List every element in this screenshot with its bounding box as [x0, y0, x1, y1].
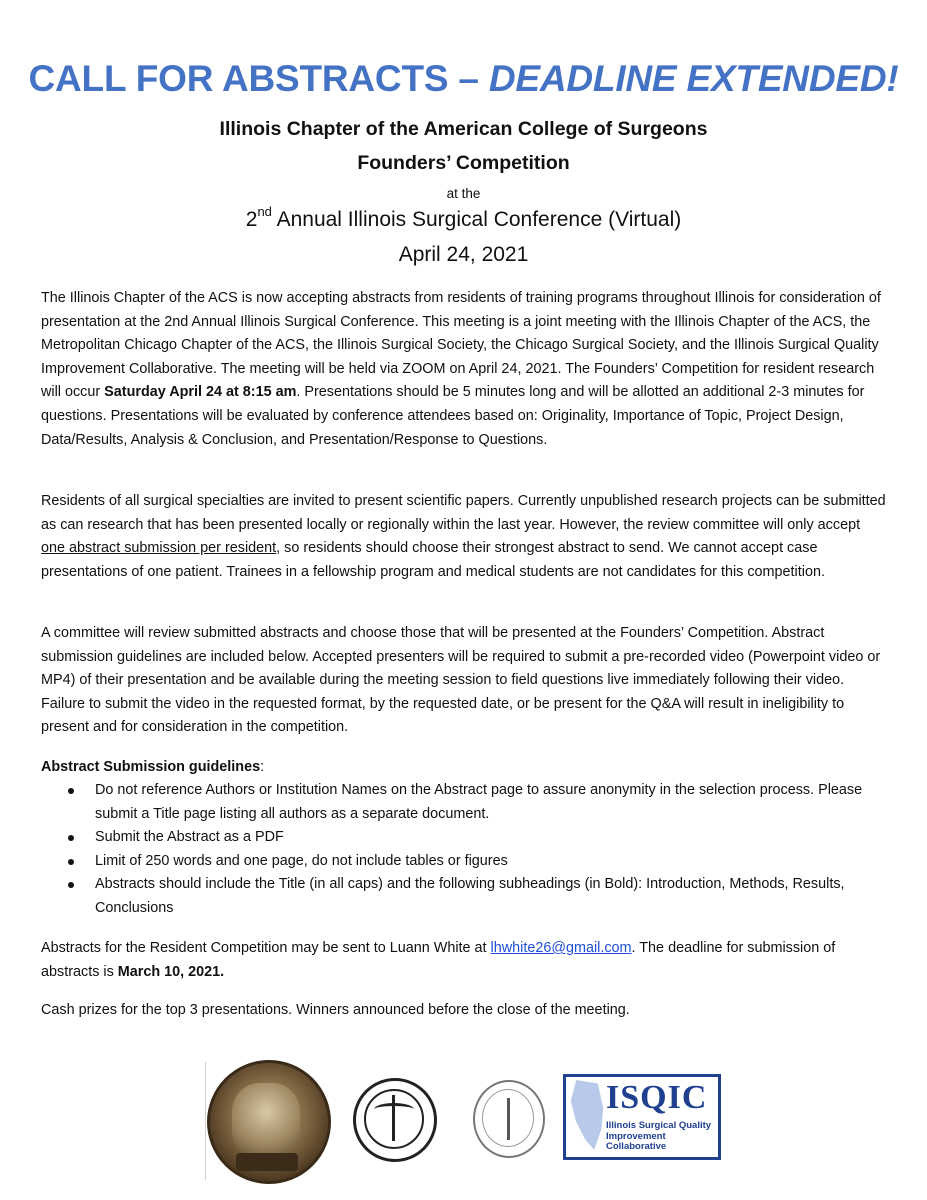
title-plain: CALL FOR ABSTRACTS – — [28, 58, 489, 99]
acs-seal-band — [236, 1153, 298, 1171]
illinois-surgical-society-logo — [473, 1080, 545, 1158]
page-title — [0, 58, 927, 100]
conference-ordinal-suffix: nd — [257, 204, 272, 219]
intro-text-b: . Presentations should be 5 minutes long and will be allotted an additional 2-3 minutes for questions. Presentations will be evaluated by conference attendees based on: Originality, Importance of Topic, Project Design, Data/Results, Analysis & Conclusion, and Presentation/Response to Questions. — [41, 384, 865, 448]
organization-heading: Illinois Chapter of the American College of Surgeons — [219, 118, 708, 140]
intro-paragraph — [41, 287, 887, 452]
email-link[interactable]: lhwhite26@gmail.com — [490, 940, 632, 956]
isqic-subtitle: Illinois Surgical Quality Improvement Collaborative — [606, 1120, 712, 1152]
isqic-logo — [563, 1074, 721, 1160]
conference-ordinal: 2 — [245, 208, 258, 231]
list-item-text: Submit the Abstract as a PDF — [95, 829, 284, 846]
eligibility-text-a: Residents of all surgical specialties are invited to present scientific papers. Currently unpublished research projects can be submitted as can research that has been presented locally or regionally within the last year. However, the review committee will only accept — [41, 493, 886, 533]
list-item — [41, 850, 887, 874]
acs-seal-logo — [207, 1060, 331, 1184]
competition-heading: Founders’ Competition — [357, 152, 570, 174]
committee-paragraph — [41, 622, 887, 740]
eligibility-paragraph — [41, 490, 887, 584]
caduceus-icon — [507, 1098, 510, 1140]
title-emphasis: DEADLINE EXTENDED! — [488, 58, 899, 99]
bullet-icon — [68, 835, 74, 841]
chicago-surgical-society-logo — [353, 1078, 437, 1162]
intro-time-bold: Saturday April 24 at 8:15 am — [104, 384, 297, 401]
bullet-icon — [68, 882, 74, 888]
submission-paragraph — [41, 937, 887, 984]
acs-seal-figure — [232, 1083, 300, 1155]
conference-name: Annual Illinois Surgical Conference (Virtual) — [271, 208, 682, 231]
list-item — [41, 826, 887, 850]
submission-text-b: . The deadline for submission of abstracts is — [41, 940, 836, 980]
intro-text-a: The Illinois Chapter of the ACS is now accepting abstracts from residents of training programs throughout Illinois for consideration of presentation at the 2nd Annual Illinois Surgical Conference. This meeting is a joint meeting with the Illinois Chapter of the ACS, the Metropolitan Chicago Chapter of the ACS, the Illinois Surgical Society, the Chicago Surgical Society, and the Illinois Surgical Quality Improvement Collaborative. The meeting will be held via ZOOM on April 24, 2021. The Founders’ Competition for resident research will occur — [41, 290, 881, 401]
list-item — [41, 873, 887, 920]
guidelines-heading — [41, 756, 887, 780]
illinois-state-icon — [569, 1080, 605, 1150]
committee-text: A committee will review submitted abstracts and choose those that will be presented at the Founders’ Competition. Abstract submission guidelines are included below. Accepted presenters will be required to submit a pre-recorded video (Powerpoint video or MP4) of their presentation and be available during the meeting session to field questions live immediately following their video. Failure to submit the video in the requested format, by the requested date, or be present for the Q&A will result in ineligibility to present and for consideration in the competition. — [41, 625, 881, 736]
guidelines-colon: : — [260, 759, 265, 775]
isqic-wordmark: ISQIC — [606, 1079, 708, 1116]
list-item — [41, 779, 887, 826]
conference-date: April 24, 2021 — [398, 243, 529, 266]
guidelines-title: Abstract Submission guidelines — [41, 759, 261, 775]
bullet-icon — [68, 788, 74, 794]
conference-heading — [0, 206, 927, 232]
list-item-text: Limit of 250 words and one page, do not include tables or figures — [95, 852, 508, 869]
list-item-text: Do not reference Authors or Institution Names on the Abstract page to assure anonymity in the selection process. Please submit a Title page listing all authors as a separate document. — [95, 782, 863, 822]
eligibility-text-b: , so residents should choose their strongest abstract to send. We cannot accept case presentations of one patient. Trainees in a fellowship program and medical students are not candidates for this competition. — [41, 540, 825, 580]
sponsor-logos — [205, 1060, 725, 1185]
guidelines-list — [41, 779, 887, 921]
cash-paragraph — [41, 999, 887, 1023]
deadline-date: March 10, 2021. — [117, 963, 225, 980]
cash-text: Cash prizes for the top 3 presentations. Winners announced before the close of the meeting. — [41, 1002, 630, 1018]
at-the-label: at the — [446, 186, 481, 201]
eligibility-underline: one abstract submission per resident — [41, 540, 277, 557]
submission-text-a: Abstracts for the Resident Competition may be sent to Luann White at — [41, 940, 491, 956]
caduceus-staff-icon — [392, 1095, 395, 1141]
list-item-text: Abstracts should include the Title (in all caps) and the following subheadings (in Bold): Introduction, Methods, Results, Conclusions — [95, 876, 845, 916]
bullet-icon — [68, 859, 74, 865]
